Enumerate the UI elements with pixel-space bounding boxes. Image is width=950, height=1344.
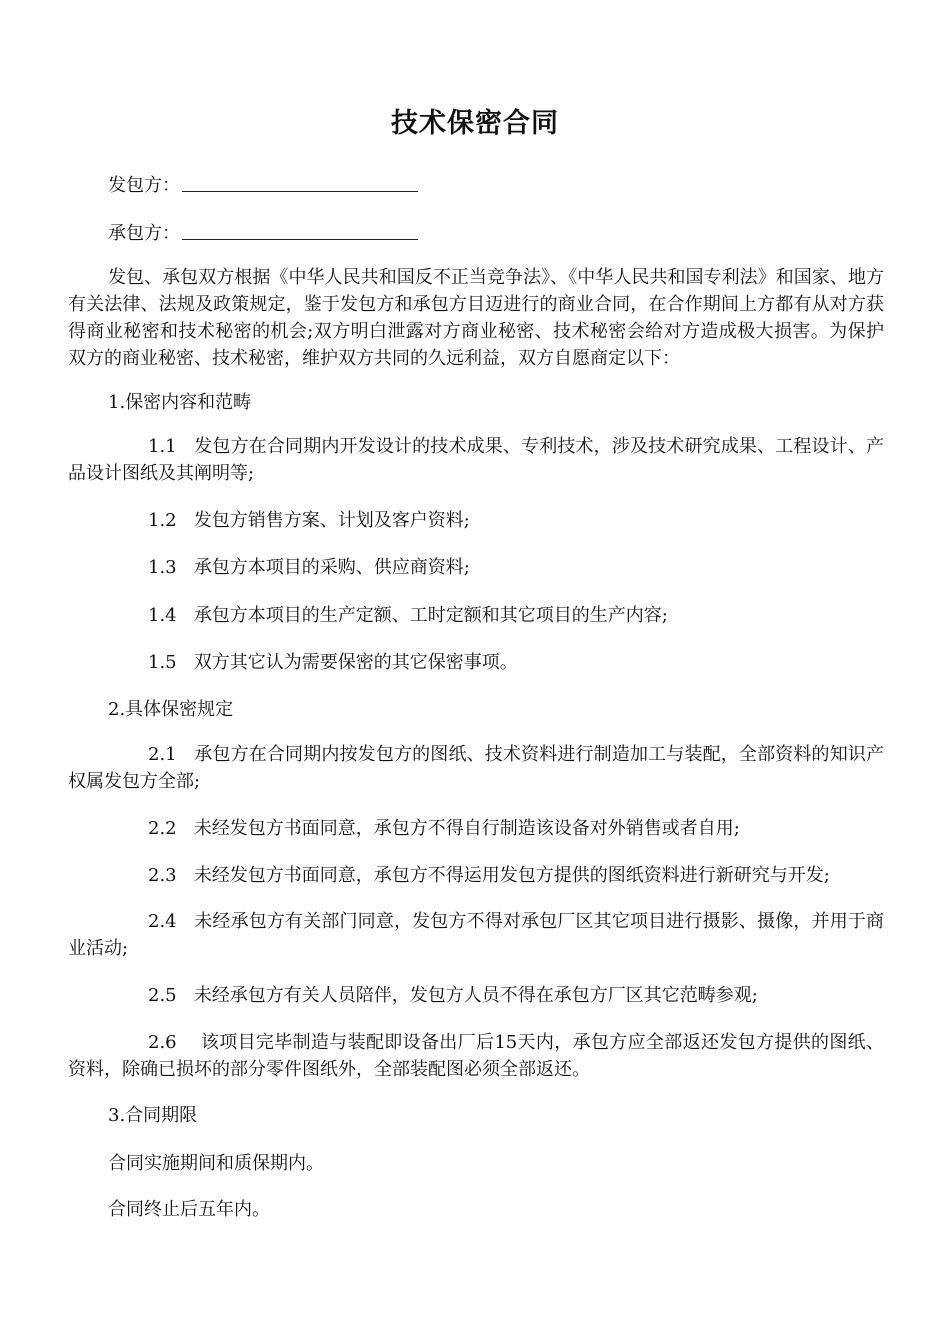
- clause-2-4: [68, 908, 884, 962]
- clause-2-6: [68, 1029, 884, 1083]
- term-line-2: 合同终止后五年内。: [108, 1199, 270, 1220]
- clause-text: 未经承包方有关部门同意，发包方不得对承包厂区其它项目进行摄影、摄像，并用于商业活动;: [68, 911, 885, 959]
- clause-number: 1.3: [148, 557, 177, 578]
- party-b-line: [108, 220, 418, 247]
- clause-text: 未经发包方书面同意，承包方不得自行制造该设备对外销售或者自用;: [193, 818, 740, 839]
- section-3-heading: 3.合同期限: [108, 1105, 198, 1126]
- term-line-1: 合同实施期间和质保期内。: [108, 1153, 324, 1174]
- clause-number: 2.3: [148, 865, 177, 886]
- party-a-label: 发包方：: [108, 175, 180, 196]
- clause-2-3: [68, 862, 884, 889]
- clause-text: 未经发包方书面同意，承包方不得运用发包方提供的图纸资料进行新研究与开发;: [193, 865, 830, 886]
- party-a-line: [108, 172, 418, 199]
- clause-text: 双方其它认为需要保密的其它保密事项。: [193, 652, 518, 673]
- clause-text: 发包方销售方案、计划及客户资料;: [193, 510, 470, 531]
- section-2-heading: 2.具体保密规定: [108, 699, 234, 720]
- clause-text: 承包方本项目的生产定额、工时定额和其它项目的生产内容;: [193, 605, 668, 626]
- clause-1-3: [68, 554, 884, 581]
- clause-text: 该项目完毕制造与装配即设备出厂后15天内，承包方应全部返还发包方提供的图纸、资料，除确已损坏的部分零件图纸外，全部装配图必须全部返还。: [68, 1032, 884, 1080]
- clause-number: 2.1: [148, 744, 177, 765]
- party-b-blank[interactable]: [182, 221, 418, 240]
- party-b-label: 承包方：: [108, 223, 180, 244]
- clause-text: 承包方本项目的采购、供应商资料;: [193, 557, 470, 578]
- clause-number: 2.4: [148, 911, 177, 932]
- clause-number: 2.5: [148, 985, 177, 1006]
- clause-text: 承包方在合同期内按发包方的图纸、技术资料进行制造加工与装配，全部资料的知识产权属发包方全部;: [68, 744, 885, 792]
- clause-1-1: [68, 433, 884, 487]
- clause-text: 未经承包方有关人员陪伴，发包方人员不得在承包方厂区其它范畴参观;: [193, 985, 758, 1006]
- clause-number: 1.5: [148, 652, 177, 673]
- clause-1-5: [68, 649, 884, 676]
- clause-text: 发包方在合同期内开发设计的技术成果、专利技术，涉及技术研究成果、工程设计、产品设计图纸及其阐明等;: [68, 436, 885, 484]
- party-a-blank[interactable]: [182, 173, 418, 192]
- clause-number: 1.4: [148, 605, 177, 626]
- clause-1-4: [68, 602, 884, 629]
- intro-paragraph: 发包、承包双方根据《中华人民共和国反不正当竞争法》、《中华人民共和国专利法》和国家、地方有关法律、法规及政策规定，鉴于发包方和承包方目迈进行的商业合同，在合作期间上方都有从对方获得商业秘密和技术秘密的机会;双方明白泄露对方商业秘密、技术秘密会给对方造成极大损害。为保护双方的商业秘密、技术秘密，维护双方共同的久远利益，双方自愿商定以下：: [68, 267, 884, 369]
- document-title: 技术保密合同: [391, 108, 559, 139]
- clause-number: 2.6: [148, 1032, 177, 1053]
- clause-2-1: [68, 741, 884, 795]
- clause-2-2: [68, 815, 884, 842]
- clause-1-2: [68, 507, 884, 534]
- clause-number: 1.1: [148, 436, 177, 457]
- clause-number: 2.2: [148, 818, 177, 839]
- section-1-heading: 1.保密内容和范畴: [108, 392, 252, 413]
- clause-2-5: [68, 982, 884, 1009]
- clause-number: 1.2: [148, 510, 177, 531]
